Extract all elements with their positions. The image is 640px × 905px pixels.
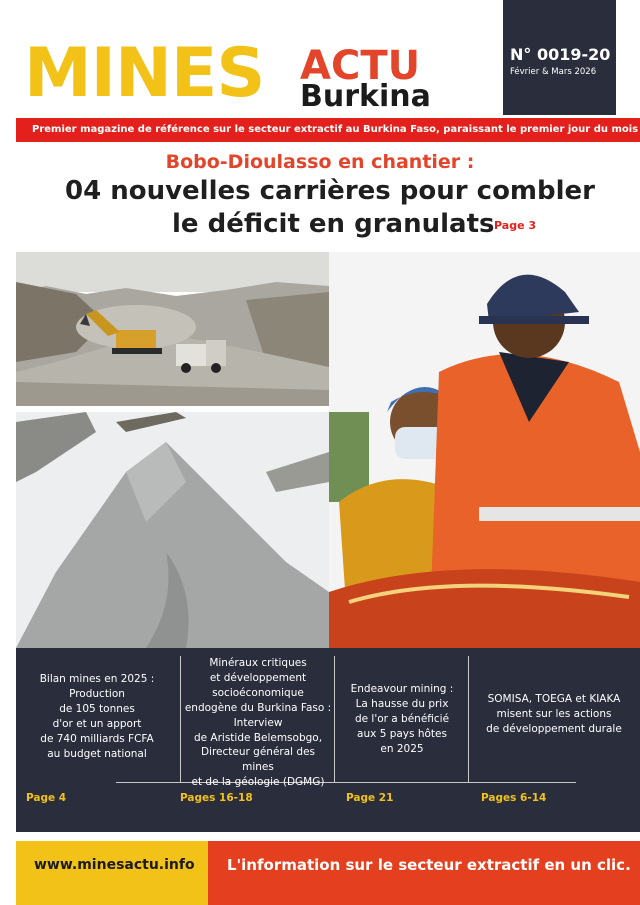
issue-date: Février & Mars 2026	[510, 66, 597, 77]
teaser-text: Minéraux critiques et développement socioéconomique endogène du Burkina Faso : Interview de Aristide Belemsobgo, Directeur général des mines et de la géologie (DGMG)	[184, 657, 332, 789]
teaser-text: Endeavour mining : La hausse du prix de l'or a bénéficié aux 5 pays hôtes en 2025	[350, 683, 454, 755]
footer-website-band	[16, 841, 208, 905]
ceremony-photo	[329, 252, 640, 648]
issue-number: N° 0019-20	[510, 45, 611, 64]
cover-page-ref: Page 3	[494, 219, 537, 232]
teaser-text: SOMISA, TOEGA et KIAKA misent sur les actions de développement durale	[486, 693, 622, 735]
website-link[interactable]: www.minesactu.info	[34, 857, 195, 873]
quarry-photo	[16, 252, 329, 406]
teaser-page-ref: Pages 6-14	[481, 792, 547, 804]
gravel-pile-photo	[16, 412, 329, 648]
teaser-page-ref: Pages 16-18	[180, 792, 253, 804]
logo-country-text: Burkina	[300, 79, 431, 114]
teaser-page-ref: Page 21	[346, 792, 394, 804]
logo-actu-text: ACTU	[300, 43, 421, 89]
tagline-banner: Premier magazine de référence sur le secteur extractif au Burkina Faso, paraissant le premier jour du mois	[16, 118, 640, 142]
column-divider	[334, 656, 335, 782]
cover-headline-line1: 04 nouvelles carrières pour combler	[64, 176, 596, 206]
teaser-page-ref: Page 4	[26, 792, 67, 804]
column-divider	[468, 656, 469, 782]
teaser-panel	[16, 648, 640, 832]
teaser-text: Bilan mines en 2025 : Production de 105 tonnes d'or et un apport de 740 milliards FCFA au budget national	[39, 673, 155, 760]
cover-headline-line2: le déficit en granulats	[172, 209, 495, 239]
column-divider	[180, 656, 181, 782]
cover-kicker: Bobo-Dioulasso en chantier :	[165, 151, 475, 173]
magazine-logo: MINES	[24, 34, 265, 113]
issue-box	[503, 0, 616, 115]
footer-slogan: L'information sur le secteur extractif en un clic.	[227, 856, 631, 874]
